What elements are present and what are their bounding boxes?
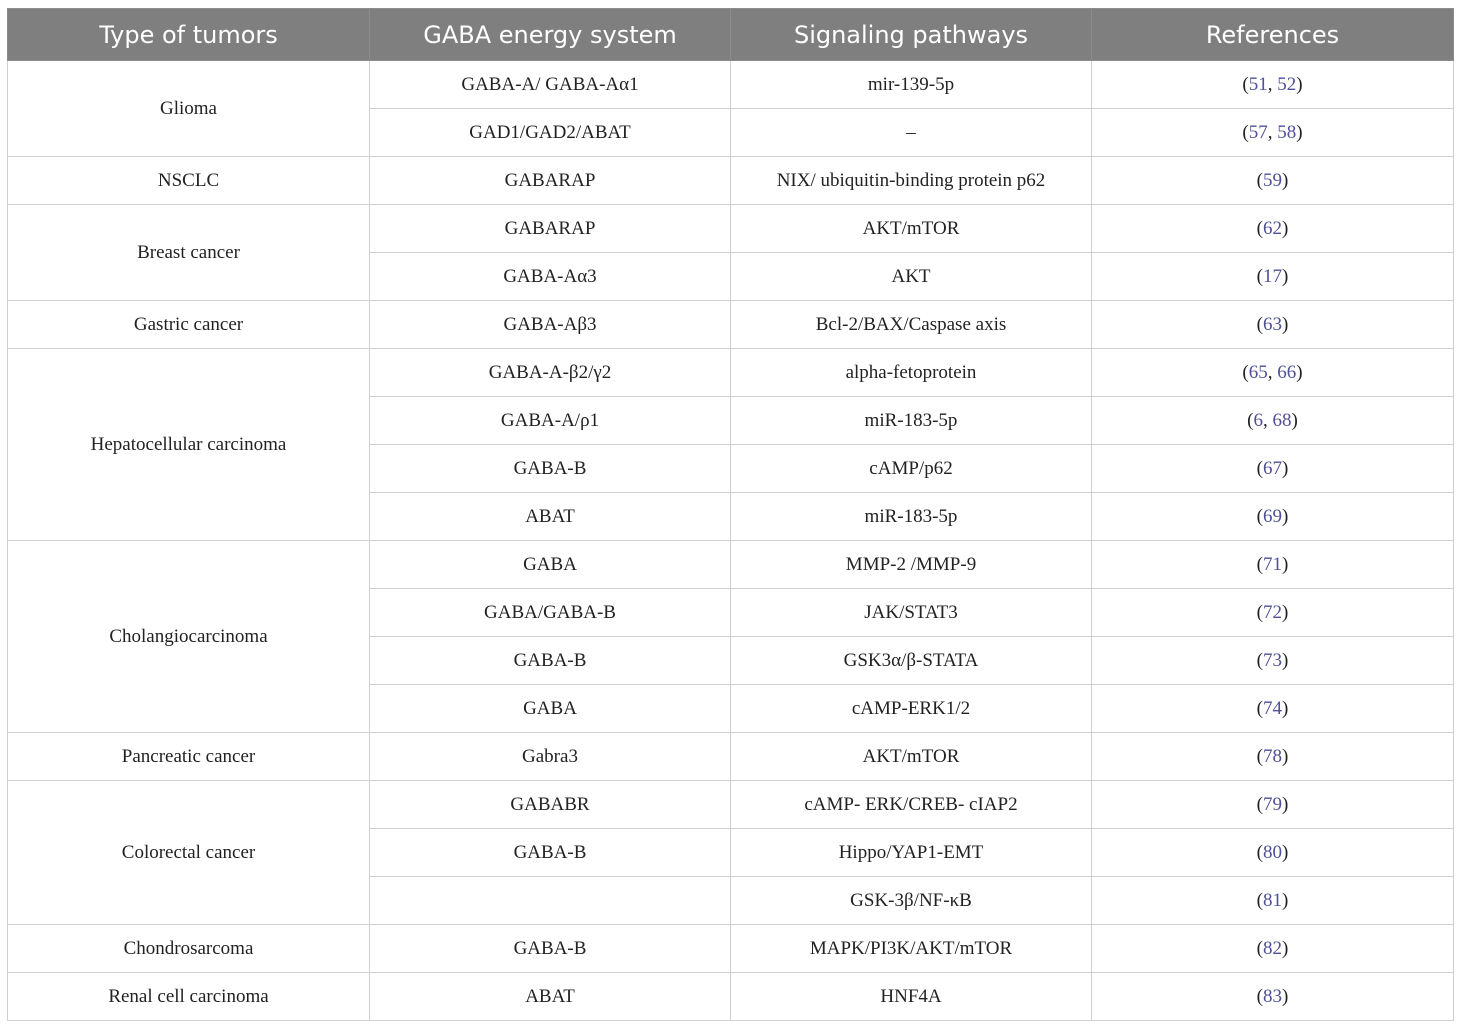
gaba-system-cell: GABA-A/ρ1 [370, 397, 731, 445]
tumor-type-cell: NSCLC [8, 157, 370, 205]
reference-link[interactable]: 67 [1263, 457, 1282, 479]
signaling-pathway-cell: cAMP-ERK1/2 [731, 685, 1092, 733]
signaling-pathway-cell: GSK3α/β-STATA [731, 637, 1092, 685]
references-cell: (57, 58) [1092, 109, 1454, 157]
tumor-type-cell: Renal cell carcinoma [8, 973, 370, 1021]
signaling-pathway-cell: miR-183-5p [731, 397, 1092, 445]
gaba-system-cell: GABA-B [370, 925, 731, 973]
gaba-system-cell: GABARAP [370, 157, 731, 205]
references-cell: (59) [1092, 157, 1454, 205]
header-gaba-system: GABA energy system [370, 9, 731, 61]
gaba-system-cell: GAD1/GAD2/ABAT [370, 109, 731, 157]
reference-link[interactable]: 59 [1263, 169, 1282, 191]
gaba-system-cell: GABA [370, 685, 731, 733]
reference-link[interactable]: 73 [1263, 649, 1282, 671]
tumor-type-cell: Glioma [8, 61, 370, 157]
table-row [8, 781, 1454, 829]
references-cell: (72) [1092, 589, 1454, 637]
reference-link[interactable]: 74 [1263, 697, 1282, 719]
gaba-system-cell: GABA/GABA-B [370, 589, 731, 637]
signaling-pathway-cell: mir-139-5p [731, 61, 1092, 109]
reference-link[interactable]: 81 [1263, 889, 1282, 911]
gaba-system-cell: GABARAP [370, 205, 731, 253]
gaba-system-cell: GABA-A/ GABA-Aα1 [370, 61, 731, 109]
table-body [8, 61, 1454, 1021]
signaling-pathway-cell: – [731, 109, 1092, 157]
reference-link[interactable]: 71 [1263, 553, 1282, 575]
reference-link[interactable]: 58 [1277, 121, 1297, 143]
signaling-pathway-cell: AKT/mTOR [731, 733, 1092, 781]
table-row [8, 157, 1454, 205]
signaling-pathway-cell: miR-183-5p [731, 493, 1092, 541]
reference-link[interactable]: 82 [1263, 937, 1282, 959]
gaba-system-cell: ABAT [370, 493, 731, 541]
signaling-pathway-cell: MMP-2 /MMP-9 [731, 541, 1092, 589]
references-cell: (83) [1092, 973, 1454, 1021]
references-cell: (51, 52) [1092, 61, 1454, 109]
table-row [8, 973, 1454, 1021]
reference-link[interactable]: 68 [1272, 409, 1292, 431]
signaling-pathway-cell: HNF4A [731, 973, 1092, 1021]
tumor-type-cell: Hepatocellular carcinoma [8, 349, 370, 541]
reference-link[interactable]: 6 [1253, 409, 1263, 431]
gaba-system-cell: GABABR [370, 781, 731, 829]
reference-link[interactable]: 78 [1263, 745, 1282, 767]
reference-link[interactable]: 57 [1248, 121, 1268, 143]
reference-link[interactable]: 51 [1248, 73, 1268, 95]
gaba-system-cell: GABA [370, 541, 731, 589]
signaling-pathway-cell: JAK/STAT3 [731, 589, 1092, 637]
references-cell: (62) [1092, 205, 1454, 253]
table-row [8, 205, 1454, 253]
table-row [8, 733, 1454, 781]
table-row [8, 349, 1454, 397]
table-row [8, 61, 1454, 109]
table-row [8, 541, 1454, 589]
reference-link[interactable]: 52 [1277, 73, 1297, 95]
gaba-system-cell: GABA-B [370, 637, 731, 685]
gaba-system-cell: GABA-Aβ3 [370, 301, 731, 349]
gaba-system-cell: GABA-B [370, 829, 731, 877]
tumor-type-cell: Breast cancer [8, 205, 370, 301]
signaling-pathway-cell: Hippo/YAP1-EMT [731, 829, 1092, 877]
reference-link[interactable]: 65 [1248, 361, 1268, 383]
reference-link[interactable]: 80 [1263, 841, 1282, 863]
tumor-type-cell: Colorectal cancer [8, 781, 370, 925]
references-cell: (63) [1092, 301, 1454, 349]
signaling-pathway-cell: cAMP/p62 [731, 445, 1092, 493]
reference-link[interactable]: 69 [1263, 505, 1282, 527]
header-references: References [1092, 9, 1454, 61]
signaling-pathway-cell: cAMP- ERK/CREB- cIAP2 [731, 781, 1092, 829]
tumor-type-cell: Cholangiocarcinoma [8, 541, 370, 733]
header-tumor-type: Type of tumors [8, 9, 370, 61]
references-cell: (17) [1092, 253, 1454, 301]
signaling-pathway-cell: alpha-fetoprotein [731, 349, 1092, 397]
references-cell: (65, 66) [1092, 349, 1454, 397]
reference-link[interactable]: 63 [1263, 313, 1282, 335]
references-cell: (74) [1092, 685, 1454, 733]
references-cell: (71) [1092, 541, 1454, 589]
references-cell: (69) [1092, 493, 1454, 541]
gaba-system-cell: ABAT [370, 973, 731, 1021]
reference-link[interactable]: 83 [1263, 985, 1282, 1007]
signaling-pathway-cell: AKT/mTOR [731, 205, 1092, 253]
table-header [8, 9, 1454, 61]
table-row [8, 925, 1454, 973]
reference-link[interactable]: 79 [1263, 793, 1282, 815]
references-cell: (79) [1092, 781, 1454, 829]
signaling-pathway-cell: AKT [731, 253, 1092, 301]
references-cell: (67) [1092, 445, 1454, 493]
references-cell: (82) [1092, 925, 1454, 973]
gaba-system-cell: Gabra3 [370, 733, 731, 781]
table-row [8, 301, 1454, 349]
signaling-pathway-cell: MAPK/PI3K/AKT/mTOR [731, 925, 1092, 973]
references-cell: (73) [1092, 637, 1454, 685]
tumor-type-cell: Gastric cancer [8, 301, 370, 349]
signaling-pathway-cell: NIX/ ubiquitin-binding protein p62 [731, 157, 1092, 205]
tumor-type-cell: Pancreatic cancer [8, 733, 370, 781]
header-signaling-pathways: Signaling pathways [731, 9, 1092, 61]
signaling-pathway-cell: GSK-3β/NF-κB [731, 877, 1092, 925]
references-cell: (81) [1092, 877, 1454, 925]
gaba-system-cell [370, 877, 731, 925]
reference-link[interactable]: 62 [1263, 217, 1282, 239]
signaling-pathway-cell: Bcl-2/BAX/Caspase axis [731, 301, 1092, 349]
references-cell: (78) [1092, 733, 1454, 781]
gaba-system-cell: GABA-B [370, 445, 731, 493]
tumor-type-cell: Chondrosarcoma [8, 925, 370, 973]
gaba-system-cell: GABA-Aα3 [370, 253, 731, 301]
reference-link[interactable]: 17 [1263, 265, 1282, 287]
reference-link[interactable]: 66 [1277, 361, 1297, 383]
gaba-system-cell: GABA-A-β2/γ2 [370, 349, 731, 397]
header-row [8, 9, 1454, 61]
references-cell: (80) [1092, 829, 1454, 877]
reference-link[interactable]: 72 [1263, 601, 1282, 623]
tumor-gaba-table [7, 8, 1454, 1021]
references-cell: (6, 68) [1092, 397, 1454, 445]
